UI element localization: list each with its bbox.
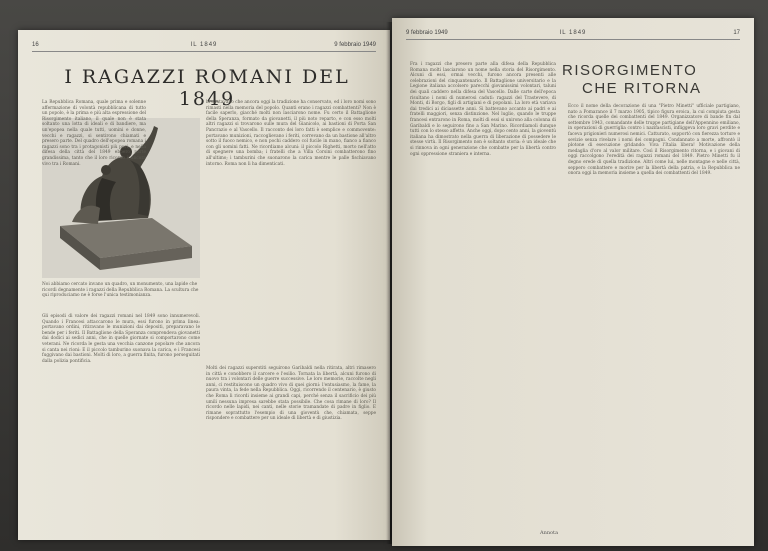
right-page-number: 17 — [733, 30, 740, 36]
left-header-date: 9 febbraio 1949 — [334, 42, 376, 48]
right-header-title: IL 1849 — [559, 30, 587, 36]
left-column-3-text: Molti dei ragazzi superstiti seguirono Garibaldi nella ritirata, altri rimasero in città e conobbero il carcere e l'esilio. Tornata la libertà, alcuni furono di nuovo tra i volontari delle guerre successive. Le loro memorie, raccolte negli anni, ci restituiscono un quadro vivo di quei giorni: l'entusiasmo, la fame, la paura vinta, la fede nella Repubblica. Oggi, ricorrendo il centenario, è giusto che Roma li ricordi insieme ai grandi capi, perché senza il sacrificio dei più umili nessuna impresa sarebbe stata possibile. Che cosa rimane di loro? Il ricordo nelle lapidi, nei canti, nelle storie tramandate di padre in figlio. E rimane soprattutto l'esempio di una gioventù che, chiamata, seppe rispondere e combattere per un ideale di libertà e di giustizia. — [206, 366, 376, 422]
photo-caption: Noi abbiamo cercato invano un quadro, un monumento, una lapide che ricordi degnamente i ragazzi della Repubblica Romana. La scultura che qui riproduciamo ne è forse l'unica testimonianza. — [42, 282, 199, 299]
right-page-footer: Annota — [540, 530, 559, 536]
left-page-number: 16 — [32, 42, 39, 48]
left-column-1-text: La Repubblica Romana, quale prima e solenne affermazione di volontà repubblicana di tutto un popolo, è la prima e più alta espressione del Risorgimento italiano, il quale non è stata soltanto una lotta di ideali e di bandiere, ma un'epopea nella quale tutti, uomini e donne, vecchi e ragazzi, si sentirono chiamati e presero parte. Del quadro dell'epopea romana i ragazzi sono tra i protagonisti più puri, e nella difesa della città del 1849 ebbero parte grandissima, tanto che il loro ricordo è ancora vivo tra i Romani. — [42, 100, 146, 167]
right-title-line-2: CHE RITORNA — [582, 80, 702, 97]
right-column-1-text: Fra i ragazzi che presero parte alla difesa della Repubblica Romana molti lasciarono un nome nella storia del Risorgimento. Alcuni di essi, ormai vecchi, furono ancora presenti alle celebrazioni del cinquantenario. Il Battaglione universitario e la Legione italiana accolsero parecchi giovanissimi volontari, taluni dei quali caddero nella difesa del Vascello. Dalle carte dell'epoca risultano i nomi di numerosi caduti: ragazzi del Trastevere, di Monti, di Borgo, figli di artigiani e di popolani. La loro età variava dai tredici ai diciassette anni. Si battevano accanto ai padri e ai fratelli maggiori, senza distinzione. Nel luglio, quando le truppe francesi entrarono in Roma, molti di essi si unirono alla colonna di Garibaldi e lo seguirono fino a San Marino. Ricordiamoli dunque tutti con lo stesso affetto. Anche oggi, dopo cento anni, la gioventù italiana ha dimostrato nella guerra di liberazione di possedere le stesse virtù. Il Risorgimento non è soltanto storia: è un ideale che si rinnova in ogni generazione che combatte per la libertà contro ogni oppressione straniera e interna. — [410, 62, 556, 157]
left-page-header — [32, 42, 376, 54]
right-column-2-text: Ecco il nome della decorazione di una "Pietro Minetti" ufficiale partigiano, nato a Pomarance il 7 marzo 1905, tipico figura eroica, la cui compiuta gesta che ricorda quelle dei combattenti del 1849. Organizzatore di bande fin dal settembre 1943, comandante delle truppe partigiane dell'Appennino emiliano, in operazioni di guerriglia contro i nazifascisti, infliggeva loro gravi perdite e faceva prigionieri numerosi nemici. Catturato, sopportò con fierezza torture e sevizie senza rivelare i nomi dei compagni. Condannato a morte, affrontò il plotone di esecuzione gridando: Viva l'Italia libera! Motivazione della medaglia d'oro al valor militare. Così il Risorgimento ritorna, e i giovani di oggi raccolgono l'eredità dei ragazzi romani del 1849. Pietro Minetti fu il degno erede di quella tradizione. Altri come lui, nelle montagne e nelle città, seppero combattere e morire per la libertà della patria, e la Repubblica ne onora oggi la memoria insieme a quella dei combattenti del 1849. — [568, 104, 740, 177]
right-header-rule — [406, 39, 740, 40]
left-header-title: IL 1849 — [190, 42, 218, 48]
right-article-title — [562, 62, 742, 98]
right-page-header — [406, 30, 740, 42]
right-header-date: 9 febbraio 1949 — [406, 30, 448, 36]
left-header-rule — [32, 51, 376, 52]
left-page — [18, 30, 390, 540]
left-lower-text: Gli episodi di valore dei ragazzi romani nel 1849 sono innumerevoli. Quando i Francesi attaccarono le mura, essi furono in prima linea: portavano ordini, ritiravano le munizioni dai depositi, preparavano le bende per i feriti. Il Battaglione della Speranza comprendeva giovanetti dai dodici ai sedici anni, che in quelle giornate si comportarono come veterani. Ne ricorda le gesta una vecchia canzone popolare che ancora si canta nei rioni: E il piccolo tamburino suonava la carica, e i Francesi fuggivano dai bastioni. Molti di loro, a guerra finita, furono perseguitati dalla polizia pontificia. — [42, 314, 200, 364]
left-column-2-text: la cantavano che ancora oggi la tradizione ha conservato, ed i loro nomi sono rimasti nella memoria del popolo. Quanti erano i ragazzi combattenti? Non è facile saperlo, giacché molti non lasciarono nome. Fu certo il Battaglione della Speranza, formato da giovanetti, il più noto reparto, e con esso molti altri ragazzi si trovarono sulle mura del Gianicolo, ai bastioni di Porta San Pancrazio e al Vascello. Il racconto dei loro fatti è semplice e commovente: portavano munizioni, raccoglievano i feriti, correvano da un bastione all'altro sotto il fuoco nemico, e non pochi caddero col fucile in mano, fianco a fianco con gli uomini fatti. Ne ricordiamo alcuni: il piccolo Righetti, morto nell'atto di spegnere una bomba; i fratelli che a Villa Corsini combatterono fino all'ultimo; i tamburini che suonarono la carica mentre le palle fischiavano intorno. Roma non li ha dimenticati. — [206, 100, 376, 167]
article-title: I RAGAZZI ROMANI DEL 1849 — [64, 66, 350, 110]
right-title-line-1: RISORGIMENTO — [562, 62, 698, 79]
right-page — [392, 18, 754, 546]
